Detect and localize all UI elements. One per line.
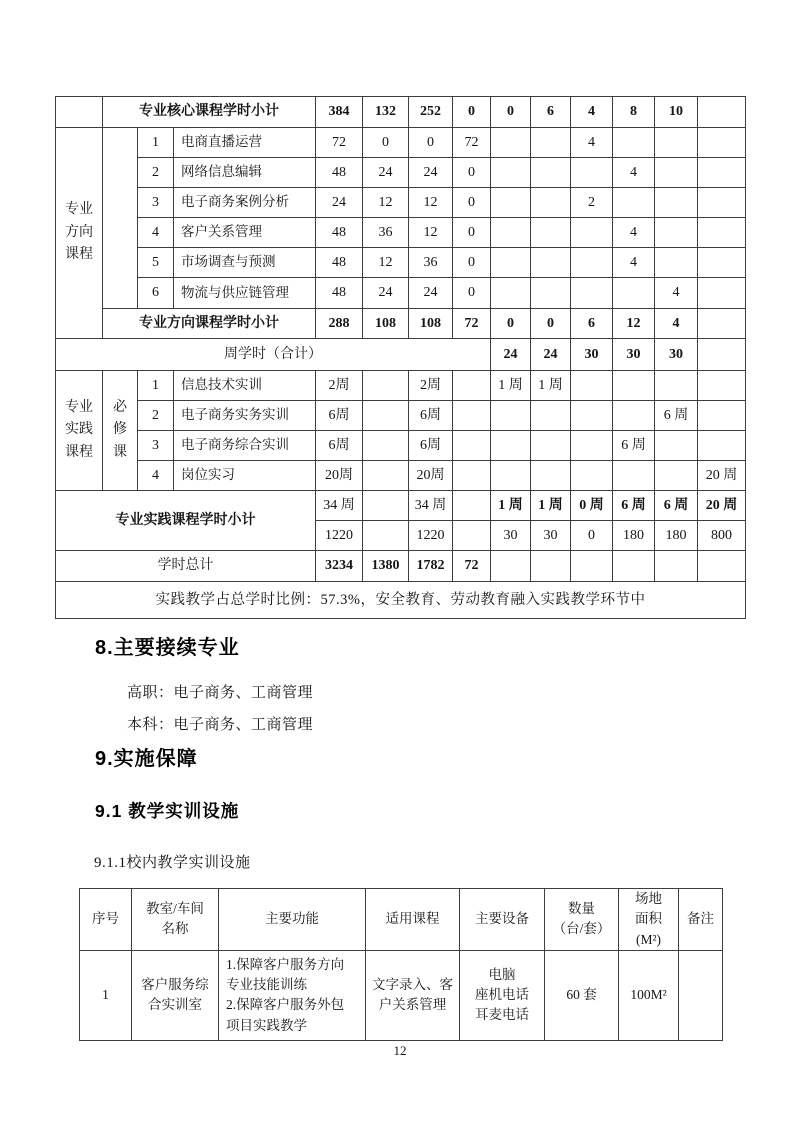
value-cell <box>531 551 571 582</box>
table-row <box>56 218 746 248</box>
value-cell: 20 周 <box>698 491 746 521</box>
value-cell: 4 <box>613 218 655 248</box>
value-cell <box>655 128 698 158</box>
value-cell <box>453 371 491 401</box>
value-cell: 30 <box>571 339 613 371</box>
header-function-cell: 主要功能 <box>219 889 366 951</box>
value-cell: 6周 <box>316 401 363 431</box>
value-cell: 6周 <box>409 401 453 431</box>
table-row <box>56 158 746 188</box>
value-cell <box>571 401 613 431</box>
value-cell: 6 <box>571 309 613 339</box>
value-cell: 0 <box>363 128 409 158</box>
value-cell <box>655 158 698 188</box>
value-cell <box>698 431 746 461</box>
value-cell: 0 周 <box>571 491 613 521</box>
value-cell: 0 <box>571 521 613 551</box>
value-cell: 48 <box>316 248 363 278</box>
value-cell <box>613 371 655 401</box>
table-row <box>56 128 746 158</box>
value-cell <box>698 218 746 248</box>
value-cell: 1220 <box>316 521 363 551</box>
facility-quantity-cell: 60 套 <box>545 950 619 1040</box>
value-cell: 0 <box>453 248 491 278</box>
course-no-cell: 2 <box>138 401 174 431</box>
facility-room-cell: 客户服务综 合实训室 <box>132 950 219 1040</box>
value-cell: 12 <box>363 188 409 218</box>
value-cell <box>698 158 746 188</box>
value-cell <box>655 461 698 491</box>
value-cell: 72 <box>316 128 363 158</box>
value-cell: 4 <box>571 128 613 158</box>
course-name-cell: 电子商务案例分析 <box>174 188 316 218</box>
value-cell <box>531 278 571 309</box>
value-cell: 36 <box>409 248 453 278</box>
table-row <box>56 248 746 278</box>
table-row <box>56 431 746 461</box>
value-cell: 180 <box>655 521 698 551</box>
value-cell: 1 周 <box>531 491 571 521</box>
facility-course-cell: 文字录入、客 户关系管理 <box>366 950 460 1040</box>
table-cell <box>103 128 138 309</box>
value-cell <box>655 371 698 401</box>
facilities-table <box>79 888 723 1041</box>
core-subtotal-label-cell: 专业核心课程学时小计 <box>103 97 316 128</box>
value-cell <box>698 371 746 401</box>
value-cell: 24 <box>531 339 571 371</box>
value-cell <box>698 551 746 582</box>
value-cell <box>363 431 409 461</box>
course-no-cell: 3 <box>138 188 174 218</box>
practice-subtotal-label-cell: 专业实践课程学时小计 <box>56 491 316 551</box>
value-cell: 36 <box>363 218 409 248</box>
value-cell: 252 <box>409 97 453 128</box>
table-row <box>56 278 746 309</box>
value-cell <box>531 128 571 158</box>
value-cell: 800 <box>698 521 746 551</box>
header-course-cell: 适用课程 <box>366 889 460 951</box>
value-cell <box>363 491 409 521</box>
subgroup-label-cell: 必 修 课 <box>103 371 138 491</box>
table-row <box>56 371 746 401</box>
value-cell <box>453 521 491 551</box>
direction-subtotal-label-cell: 专业方向课程学时小计 <box>103 309 316 339</box>
value-cell <box>491 218 531 248</box>
header-no-cell: 序号 <box>80 889 132 951</box>
value-cell: 2周 <box>409 371 453 401</box>
value-cell: 4 <box>655 278 698 309</box>
higher-vocational-line: 高职：电子商务、工商管理 <box>127 685 314 701</box>
value-cell <box>655 188 698 218</box>
value-cell: 132 <box>363 97 409 128</box>
value-cell <box>613 278 655 309</box>
value-cell: 0 <box>453 188 491 218</box>
value-cell: 8 <box>613 97 655 128</box>
course-no-cell: 1 <box>138 128 174 158</box>
value-cell: 0 <box>453 97 491 128</box>
value-cell <box>571 431 613 461</box>
value-cell: 6周 <box>409 431 453 461</box>
value-cell: 30 <box>655 339 698 371</box>
facility-no-cell: 1 <box>80 950 132 1040</box>
value-cell: 12 <box>409 218 453 248</box>
value-cell: 72 <box>453 128 491 158</box>
course-name-cell: 物流与供应链管理 <box>174 278 316 309</box>
value-cell: 48 <box>316 158 363 188</box>
value-cell <box>571 278 613 309</box>
facility-remark-cell <box>679 950 723 1040</box>
value-cell <box>698 248 746 278</box>
table-row <box>56 461 746 491</box>
group-label-cell: 专业 实践 课程 <box>56 371 103 491</box>
value-cell: 24 <box>363 278 409 309</box>
value-cell: 6 周 <box>655 491 698 521</box>
value-cell: 1380 <box>363 551 409 582</box>
value-cell <box>655 431 698 461</box>
value-cell: 20 周 <box>698 461 746 491</box>
table-row <box>56 309 746 339</box>
course-name-cell: 客户关系管理 <box>174 218 316 248</box>
value-cell: 4 <box>613 158 655 188</box>
value-cell: 24 <box>409 158 453 188</box>
table-row <box>56 339 746 371</box>
table-row <box>56 551 746 582</box>
value-cell: 0 <box>491 309 531 339</box>
value-cell <box>571 551 613 582</box>
table-row <box>56 188 746 218</box>
value-cell: 12 <box>613 309 655 339</box>
value-cell <box>363 401 409 431</box>
value-cell: 0 <box>453 218 491 248</box>
value-cell <box>531 248 571 278</box>
value-cell <box>655 218 698 248</box>
value-cell <box>571 371 613 401</box>
value-cell <box>531 461 571 491</box>
value-cell <box>491 158 531 188</box>
course-no-cell: 4 <box>138 461 174 491</box>
curriculum-table <box>55 96 746 619</box>
value-cell <box>491 401 531 431</box>
value-cell: 12 <box>363 248 409 278</box>
course-no-cell: 4 <box>138 218 174 248</box>
value-cell: 384 <box>316 97 363 128</box>
table-cell <box>56 97 103 128</box>
course-name-cell: 市场调查与预测 <box>174 248 316 278</box>
table-row <box>56 97 746 128</box>
value-cell <box>453 431 491 461</box>
value-cell: 4 <box>613 248 655 278</box>
value-cell <box>698 339 746 371</box>
header-remark-cell: 备注 <box>679 889 723 951</box>
header-quantity-cell: 数量 （台/套） <box>545 889 619 951</box>
value-cell <box>571 248 613 278</box>
value-cell: 48 <box>316 278 363 309</box>
value-cell: 24 <box>363 158 409 188</box>
course-no-cell: 2 <box>138 158 174 188</box>
value-cell: 0 <box>531 309 571 339</box>
value-cell <box>613 461 655 491</box>
value-cell: 1782 <box>409 551 453 582</box>
course-name-cell: 网络信息编辑 <box>174 158 316 188</box>
course-name-cell: 电商直播运营 <box>174 128 316 158</box>
value-cell: 180 <box>613 521 655 551</box>
value-cell <box>571 218 613 248</box>
value-cell <box>571 158 613 188</box>
value-cell: 6 周 <box>613 431 655 461</box>
value-cell <box>655 248 698 278</box>
table-row <box>56 491 746 521</box>
value-cell: 6 周 <box>655 401 698 431</box>
section-9-heading: 9.实施保障 <box>95 748 198 770</box>
value-cell <box>571 461 613 491</box>
facility-equipment-cell: 电脑 座机电话 耳麦电话 <box>460 950 545 1040</box>
value-cell <box>698 309 746 339</box>
value-cell: 24 <box>316 188 363 218</box>
group-label-cell: 专业 方向 课程 <box>56 128 103 339</box>
course-name-cell: 电子商务综合实训 <box>174 431 316 461</box>
value-cell: 0 <box>409 128 453 158</box>
value-cell: 1 周 <box>491 371 531 401</box>
value-cell <box>698 188 746 218</box>
value-cell: 24 <box>491 339 531 371</box>
table-row <box>80 950 723 1040</box>
value-cell: 288 <box>316 309 363 339</box>
header-room-cell: 教室/车间 名称 <box>132 889 219 951</box>
value-cell: 2 <box>571 188 613 218</box>
value-cell <box>698 97 746 128</box>
value-cell <box>491 128 531 158</box>
course-no-cell: 1 <box>138 371 174 401</box>
undergraduate-line: 本科：电子商务、工商管理 <box>127 717 314 733</box>
weekly-hours-label-cell: 周学时（合计） <box>56 339 491 371</box>
value-cell <box>491 278 531 309</box>
value-cell: 10 <box>655 97 698 128</box>
value-cell: 72 <box>453 309 491 339</box>
section-8-heading: 8.主要接续专业 <box>95 637 240 659</box>
header-area-cell: 场地 面积 (M²) <box>619 889 679 951</box>
section-9-1-1-heading: 9.1.1校内教学实训设施 <box>94 855 251 871</box>
value-cell <box>491 461 531 491</box>
value-cell: 0 <box>453 278 491 309</box>
value-cell: 34 周 <box>316 491 363 521</box>
course-name-cell: 岗位实习 <box>174 461 316 491</box>
value-cell <box>613 188 655 218</box>
header-equipment-cell: 主要设备 <box>460 889 545 951</box>
value-cell <box>491 431 531 461</box>
table-header-row <box>80 889 723 951</box>
facility-area-cell: 100M² <box>619 950 679 1040</box>
value-cell <box>531 218 571 248</box>
page-number: 12 <box>393 1043 407 1058</box>
value-cell: 48 <box>316 218 363 248</box>
table-row <box>56 401 746 431</box>
value-cell: 24 <box>409 278 453 309</box>
course-no-cell: 3 <box>138 431 174 461</box>
value-cell <box>698 278 746 309</box>
value-cell <box>491 188 531 218</box>
value-cell <box>655 551 698 582</box>
value-cell <box>531 158 571 188</box>
value-cell <box>531 401 571 431</box>
value-cell: 6周 <box>316 431 363 461</box>
section-9-1-heading: 9.1 教学实训设施 <box>95 801 240 821</box>
value-cell: 0 <box>453 158 491 188</box>
value-cell: 108 <box>363 309 409 339</box>
value-cell <box>363 521 409 551</box>
value-cell <box>613 401 655 431</box>
value-cell: 30 <box>491 521 531 551</box>
value-cell <box>491 551 531 582</box>
value-cell: 3234 <box>316 551 363 582</box>
value-cell <box>453 461 491 491</box>
value-cell: 4 <box>571 97 613 128</box>
practice-ratio-note-cell: 实践教学占总学时比例：57.3%，安全教育、劳动教育融入实践教学环节中 <box>56 582 746 619</box>
value-cell: 30 <box>613 339 655 371</box>
value-cell <box>491 248 531 278</box>
course-no-cell: 5 <box>138 248 174 278</box>
value-cell <box>453 401 491 431</box>
value-cell <box>363 371 409 401</box>
grand-total-label-cell: 学时总计 <box>56 551 316 582</box>
value-cell: 6 周 <box>613 491 655 521</box>
value-cell: 1 周 <box>491 491 531 521</box>
course-name-cell: 信息技术实训 <box>174 371 316 401</box>
value-cell <box>453 491 491 521</box>
value-cell: 6 <box>531 97 571 128</box>
value-cell: 1220 <box>409 521 453 551</box>
value-cell: 0 <box>491 97 531 128</box>
value-cell: 30 <box>531 521 571 551</box>
value-cell <box>363 461 409 491</box>
value-cell <box>698 401 746 431</box>
value-cell: 20周 <box>316 461 363 491</box>
value-cell <box>531 188 571 218</box>
value-cell <box>613 128 655 158</box>
value-cell <box>613 551 655 582</box>
value-cell <box>531 431 571 461</box>
value-cell: 72 <box>453 551 491 582</box>
table-row <box>56 582 746 619</box>
value-cell: 4 <box>655 309 698 339</box>
facility-function-cell: 1.保障客户服务方向 专业技能训练 2.保障客户服务外包 项目实践教学 <box>219 950 366 1040</box>
value-cell: 34 周 <box>409 491 453 521</box>
value-cell: 12 <box>409 188 453 218</box>
value-cell: 2周 <box>316 371 363 401</box>
value-cell: 20周 <box>409 461 453 491</box>
course-no-cell: 6 <box>138 278 174 309</box>
value-cell <box>698 128 746 158</box>
value-cell: 108 <box>409 309 453 339</box>
course-name-cell: 电子商务实务实训 <box>174 401 316 431</box>
value-cell: 1 周 <box>531 371 571 401</box>
